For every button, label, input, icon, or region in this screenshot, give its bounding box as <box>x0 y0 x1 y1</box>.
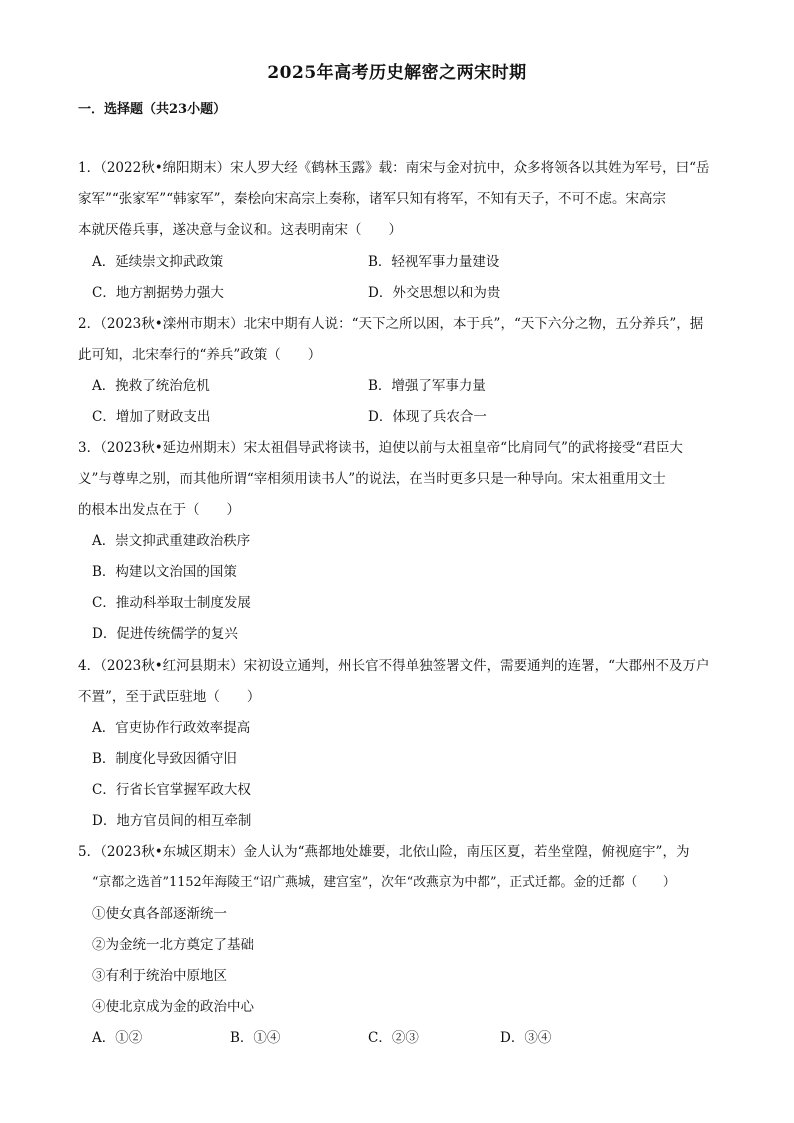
question-text-line: 2．（2023秋•滦州市期末）北宋中期有人说：“天下之所以困，本于兵”，“天下六分之物，五分养兵”，据 <box>78 316 704 332</box>
option-b[interactable]: B．轻视军事力量建设 <box>368 254 500 270</box>
statement-1: ①使女真各部逐渐统一 <box>92 906 227 922</box>
option-d[interactable]: D．地方官员间的相互牵制 <box>92 813 252 829</box>
option-a[interactable]: A．挽救了统治危机 <box>92 378 210 394</box>
question-text-line: 义”与尊卑之别，而其他所谓“宰相须用读书人”的说法，在当时更多只是一种导向。宋太祖重用文士 <box>78 471 666 487</box>
option-a[interactable]: A．崇文抑武重建政治秩序 <box>92 533 251 549</box>
question-text-line: 4．（2023秋•红河县期末）宋初设立通判，州长官不得单独签署文件，需要通判的连署，“大郡州不及万户 <box>78 658 710 674</box>
question-text-line: 不置”，至于武臣驻地（ ） <box>78 689 261 705</box>
question-text-line: 本就厌倦兵事，遂决意与金议和。这表明南宋（ ） <box>78 222 402 238</box>
option-d[interactable]: D．体现了兵农合一 <box>368 409 487 425</box>
option-c[interactable]: C．增加了财政支出 <box>92 409 211 425</box>
statement-4: ④使北京成为金的政治中心 <box>92 999 254 1015</box>
question-text-line: 家军”“张家军”“韩家军”，秦桧向宋高宗上奏称，诸军只知有将军，不知有天子，不可不虑。宋高宗 <box>78 191 667 207</box>
question-text-line: “京都之选首”1152年海陵王“诏广燕城，建宫室”，次年“改燕京为中都”，正式迁都。金的迁都（ ） <box>92 875 676 890</box>
option-b[interactable]: B．构建以文治国的国策 <box>92 564 237 580</box>
option-c[interactable]: C．推动科举取士制度发展 <box>92 595 251 611</box>
question-text-line: 5．（2023秋•东城区期末）金人认为“燕都地处雄要，北依山险，南压区夏，若坐堂隍，俯视庭宇”，为 <box>78 844 690 860</box>
statement-2: ②为金统一北方奠定了基础 <box>92 937 254 953</box>
option-a[interactable]: A．延续崇文抑武政策 <box>92 254 224 270</box>
option-d[interactable]: D．外交思想以和为贵 <box>368 285 501 301</box>
option-c[interactable]: C．②③ <box>368 1030 419 1046</box>
question-text-line: 的根本出发点在于（ ） <box>78 502 240 518</box>
option-c[interactable]: C．地方割据势力强大 <box>92 285 224 301</box>
statement-3: ③有利于统治中原地区 <box>92 968 227 984</box>
page-title: 2025年高考历史解密之两宋时期 <box>267 63 527 83</box>
option-c[interactable]: C．行省长官掌握军政大权 <box>92 782 251 798</box>
option-a[interactable]: A．官吏协作行政效率提高 <box>92 720 251 736</box>
option-b[interactable]: B．①④ <box>230 1030 281 1046</box>
question-text-line: 3．（2023秋•延边州期末）宋太祖倡导武将读书，迫使以前与太祖皇帝“比肩同气”的武将接受“君臣大 <box>78 440 683 456</box>
question-text-line: 1．（2022秋•绵阳期末）宋人罗大经《鹤林玉露》载：南宋与金对抗中，众多将领各以其姓为军号，曰“岳 <box>78 160 710 176</box>
question-text-line: 此可知，北宋奉行的“养兵”政策（ ） <box>78 347 322 363</box>
section-heading: 一．选择题（共23小题） <box>78 102 227 117</box>
option-a[interactable]: A．①② <box>92 1030 143 1046</box>
option-b[interactable]: B．制度化导致因循守旧 <box>92 751 237 767</box>
option-b[interactable]: B．增强了军事力量 <box>368 378 486 394</box>
option-d[interactable]: D．③④ <box>500 1030 552 1046</box>
option-d[interactable]: D．促进传统儒学的复兴 <box>92 626 238 642</box>
